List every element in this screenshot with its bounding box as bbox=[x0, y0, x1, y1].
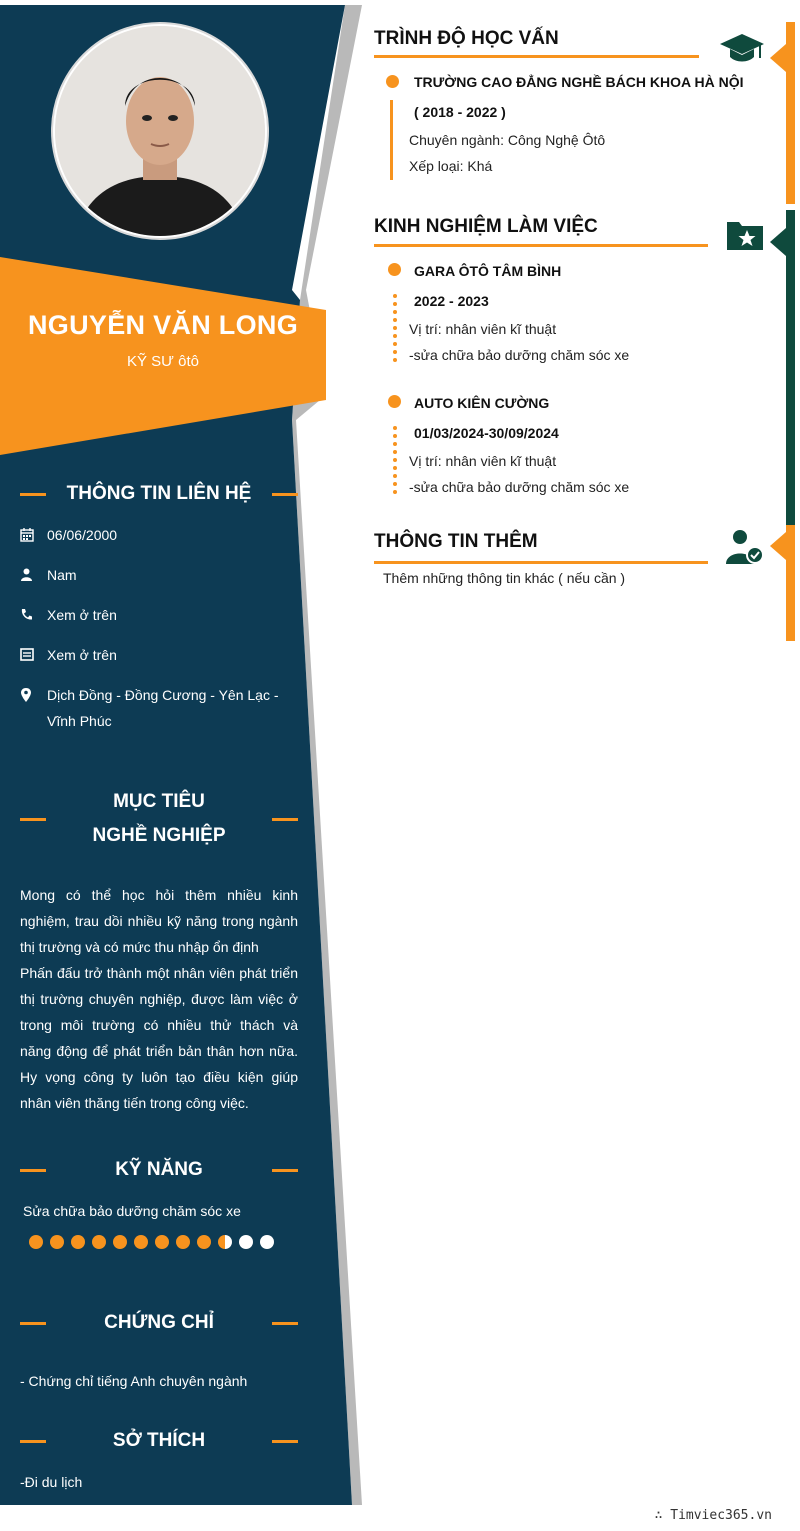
contact-heading bbox=[20, 477, 298, 511]
edge-accent-orange bbox=[786, 525, 795, 641]
timeline-dots bbox=[393, 294, 397, 366]
gender-text: Nam bbox=[47, 567, 77, 583]
skill-dot bbox=[155, 1235, 169, 1249]
contact-title: THÔNG TIN LIÊN HỆ bbox=[66, 483, 252, 504]
experience-underline bbox=[374, 244, 708, 247]
objective-text bbox=[20, 882, 298, 1116]
job-position: Vị trí: nhân viên kĩ thuật bbox=[409, 453, 557, 469]
divider-dash bbox=[272, 1169, 298, 1172]
extra-title: THÔNG TIN THÊM bbox=[374, 531, 538, 552]
avatar bbox=[55, 26, 265, 236]
divider-dash bbox=[20, 1169, 46, 1172]
graduation-cap-icon bbox=[720, 32, 764, 69]
skill-dot bbox=[260, 1235, 274, 1249]
skill-dot bbox=[176, 1235, 190, 1249]
education-grade: Xếp loại: Khá bbox=[409, 158, 493, 174]
user-check-icon bbox=[725, 528, 765, 571]
user-icon bbox=[20, 562, 47, 588]
divider-dash bbox=[20, 493, 46, 496]
skill-name: Sửa chữa bảo dưỡng chăm sóc xe bbox=[23, 1203, 241, 1219]
skill-dot bbox=[239, 1235, 253, 1249]
divider-dash bbox=[20, 818, 46, 821]
skill-dot bbox=[50, 1235, 64, 1249]
certificates-heading bbox=[20, 1306, 298, 1340]
edge-arrow bbox=[770, 532, 786, 560]
education-major: Chuyên ngành: Công Nghệ Ôtô bbox=[409, 132, 606, 148]
job-company: GARA ÔTÔ TÂM BÌNH bbox=[414, 263, 562, 279]
footer-brand[interactable]: ∴ Timviec365.vn bbox=[654, 1508, 772, 1523]
bullet-dot bbox=[388, 263, 401, 276]
skill-dot bbox=[92, 1235, 106, 1249]
divider-dash bbox=[20, 1440, 46, 1443]
education-underline bbox=[374, 55, 699, 58]
bullet-dot bbox=[386, 75, 399, 88]
candidate-role: KỸ SƯ ôtô bbox=[126, 353, 199, 370]
edge-arrow bbox=[770, 228, 786, 256]
education-years: ( 2018 - 2022 ) bbox=[414, 104, 506, 120]
job-position: Vị trí: nhân viên kĩ thuật bbox=[409, 321, 557, 337]
birthday-text: 06/06/2000 bbox=[47, 527, 118, 543]
candidate-name: NGUYỄN VĂN LONG bbox=[27, 310, 299, 340]
school-name: TRƯỜNG CAO ĐẲNG NGHỀ BÁCH KHOA HÀ NỘI bbox=[414, 74, 744, 90]
job-description: -sửa chữa bảo dưỡng chăm sóc xe bbox=[409, 347, 630, 363]
objective-paragraph-2: Phấn đấu trở thành một nhân viên phát triển thị trường chuyên nghiệp, được làm việc ở trong môi trường có nhiều thử thách và năng động để phát triển bản thân hơn nữa. Hy vọng công ty luôn tạo điều kiện giúp nhân viên thăng tiến trong công việc. bbox=[20, 965, 298, 1111]
skill-dot bbox=[218, 1235, 232, 1249]
extra-underline bbox=[374, 561, 708, 564]
email-text: Xem ở trên bbox=[47, 647, 117, 663]
experience-title: KINH NGHIỆM LÀM VIỆC bbox=[374, 216, 598, 237]
skills-title: KỸ NĂNG bbox=[115, 1159, 203, 1180]
skill-dot bbox=[71, 1235, 85, 1249]
contact-gender bbox=[20, 562, 300, 588]
phone-icon bbox=[20, 602, 47, 628]
objective-paragraph-1: Mong có thể học hỏi thêm nhiều kinh nghiệm, trau dồi nhiều kỹ năng trong ngành thị trường và có mức thu nhập ổn định bbox=[20, 887, 298, 955]
mail-icon bbox=[20, 642, 47, 668]
skills-heading bbox=[20, 1153, 298, 1187]
divider-dash bbox=[20, 1322, 46, 1325]
skill-rating bbox=[29, 1235, 274, 1249]
contact-email bbox=[20, 642, 300, 668]
edge-accent-green bbox=[786, 210, 795, 525]
divider-dash bbox=[272, 818, 298, 821]
hobbies-title: SỞ THÍCH bbox=[112, 1430, 206, 1451]
job-period: 01/03/2024-30/09/2024 bbox=[414, 425, 559, 441]
hobbies-heading bbox=[20, 1424, 298, 1458]
objective-title: MỤC TIÊU NGHỀ NGHIỆP bbox=[92, 791, 226, 846]
education-title: TRÌNH ĐỘ HỌC VẤN bbox=[374, 28, 559, 49]
edge-accent-orange bbox=[786, 22, 795, 204]
skill-dot bbox=[113, 1235, 127, 1249]
objective-heading bbox=[20, 785, 298, 853]
job-description: -sửa chữa bảo dưỡng chăm sóc xe bbox=[409, 479, 630, 495]
skill-dot bbox=[197, 1235, 211, 1249]
divider-dash bbox=[272, 493, 298, 496]
skill-dot bbox=[29, 1235, 43, 1249]
extra-text: Thêm những thông tin khác ( nếu cần ) bbox=[383, 570, 626, 586]
job-company: AUTO KIÊN CƯỜNG bbox=[414, 395, 550, 411]
divider-dash bbox=[272, 1322, 298, 1325]
job-period: 2022 - 2023 bbox=[414, 293, 489, 309]
certificates-title: CHỨNG CHỈ bbox=[104, 1312, 214, 1333]
timeline-bar bbox=[390, 100, 393, 180]
hobby-text: -Đi du lịch bbox=[20, 1474, 83, 1490]
contact-address bbox=[20, 682, 300, 734]
map-pin-icon bbox=[20, 682, 47, 734]
phone-text: Xem ở trên bbox=[47, 607, 117, 623]
timeline-dots bbox=[393, 426, 397, 498]
calendar-icon bbox=[20, 522, 47, 548]
folder-star-icon bbox=[725, 218, 765, 257]
contact-phone bbox=[20, 602, 300, 628]
bullet-dot bbox=[388, 395, 401, 408]
divider-dash bbox=[272, 1440, 298, 1443]
skill-dot bbox=[134, 1235, 148, 1249]
edge-arrow bbox=[770, 44, 786, 72]
contact-birthday bbox=[20, 522, 300, 548]
address-text: Dịch Đồng - Đồng Cương - Yên Lạc - Vĩnh Phúc bbox=[47, 687, 279, 729]
certificate-text: - Chứng chỉ tiếng Anh chuyên ngành bbox=[20, 1373, 248, 1389]
